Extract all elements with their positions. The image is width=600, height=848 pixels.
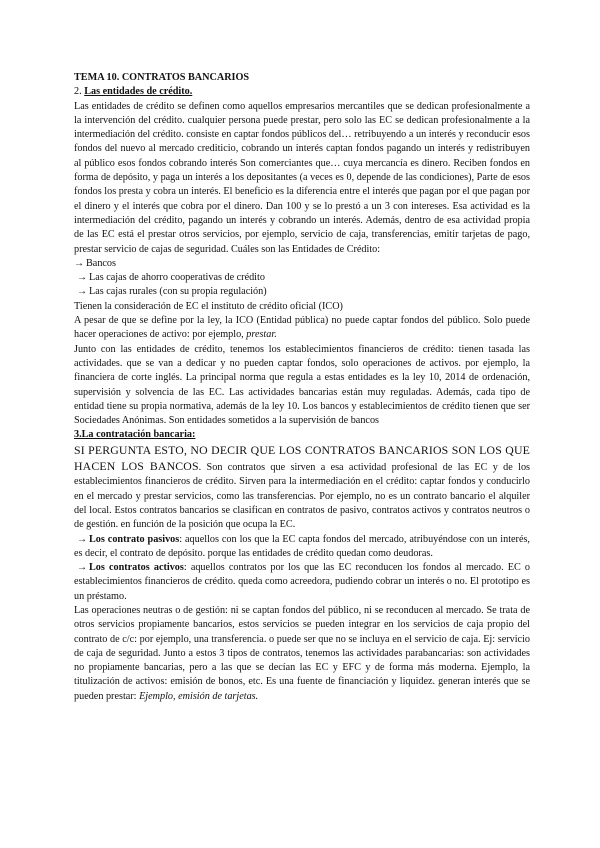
paragraph-ico: Tienen la consideración de EC el instituto de crédito oficial (ICO)	[74, 300, 343, 312]
arrow-icon: →	[74, 257, 85, 269]
section-2-title: Las entidades de crédito.	[84, 86, 193, 98]
paragraph-contratos-bancarios: SI PERGUNTA ESTO, NO DECIR QUE LOS CONTRATOS BANCARIOS SON LOS QUE HACEN LOS BANCOS. Son contratos que sirven a esa actividad profesional de las EC y de los establecimientos financieros de crédito. Sirven para la intermediación en el crédito: captar fondos y conducirlo en el mercado y prestar servicios, como las transferencias. Por ejemplo, no es un contrato bancario el alquiler del local. Estos contratos bancarios se clasifican en contratos de pasivo, contratos activos y contratos neutros o de gestión. en función de la posición que ocupa la EC.	[74, 442, 531, 531]
list-item-cajas-ahorro: → Las cajas de ahorro cooperativas de crédito	[74, 271, 530, 285]
paragraph-ico-detail: A pesar de que se define por la ley, la ICO (Entidad pública) no puede captar fondos del público. Solo puede hacer operaciones de activo: por ejemplo, prestar.	[74, 315, 530, 341]
arrow-icon: →	[77, 533, 88, 545]
arrow-icon: →	[77, 272, 88, 284]
paragraph-operaciones-neutras: Las operaciones neutras o de gestión: ni se captan fondos del público, ni se reconducen al mercado. Se trata de otros servicios propiamente bancarios, estos servicios se pueden integrar en los servicios de caja propio del contrato de c/c: por ejemplo, una transferencia. o puede ser que no se incluya en el servicio de caja. Ej: servicio de caja de seguridad. Junto a estos 3 tipos de contratos, tenemos las actividades parabancarias: son actividades no propiamente bancarias, pero a las que se decían las EC y EFC y de forma más moderna. Ejemplo, la titulización de activos: emisión de bonos, etc. Es una fuente de financiación y liquidez. generan interés que se pueden prestar: Ejemplo, emisión de tarjetas.	[74, 604, 530, 702]
section-2-heading	[74, 85, 530, 99]
exam-note: SI PERGUNTA ESTO, NO DECIR QUE LOS CONTRATOS BANCARIOS SON LOS QUE HACEN LOS BANCOS	[74, 442, 530, 474]
document-page	[74, 71, 530, 704]
paragraph-entidades-credito: Las entidades de crédito se definen como aquellos empresarios mercantiles que se dedican profesionalmente a la intervención del crédito. cualquier persona puede prestar, pero solo las EC se dedican profesionalmente a la intermediación del crédito. consiste en captar fondos públicos del… retribuyendo a un interés y reconducir esos fondos del nuevo al mercado crediticio, cobrando un interés captan fondos pagando un interés y redistribuyen al público esos fondos cobrando interés Son comerciantes que… cuya mercancía es dinero. Reciben fondos en forma de depósito, y paga un interés a los depositantes (a veces es 0, depende de las condiciones), Parte de esos fondos los presta y cobra un interés. El beneficio es la diferencia entre el interés que pagan por el que pagan por el dinero y el interés que cobra por el dinero. Dan 100 y se lo prestó a un 3 con intereses. Esa actividad es la intermediación del crédito, pagando un interés y cobrando un interés. Además, dentro de esa actividad propia de las EC está el prestar otros servicios, por ejemplo, servicio de caja, transferencias, emitir tarjetas de pago, prestar servicio de cajas de seguridad. Cuáles son las Entidades de Crédito:	[74, 100, 530, 255]
paragraph-establecimientos: Junto con las entidades de crédito, tenemos los establecimientos financieros de crédito: tienen tasada las actividades. que se van a dedicar y no pueden captar fondos, solo operaciones de activos. por ejemplo, la financiera de corte inglés. La principal norma que regula a estas entidades es la ley 10, 2014 de ordenación, supervisión y solvencia de las EC. Las actividades bancarias están muy reguladas. Además, cada tipo de entidad tiene su propia normativa, además de la ley 10. Los bancos y establecimientos de crédito tienen que ser Sociedades Anónimas. Son entidades sometidos a la supervisión de bancos	[74, 343, 530, 427]
paragraph-contratos-activos: → Los contratos activos: aquellos contratos por los que las EC reconducen los fondos al mercado. EC o establecimientos financieros de crédito. queda como acreedora, pudiendo cobrar un interés o no. El prototipo es un préstamo.	[74, 562, 530, 602]
paragraph-contratos-pasivos: → Los contrato pasivos: aquellos con los que la EC capta fondos del mercado, atribuyéndose con un interés, es decir, el contrato de depósito. porque las entidades de crédito quedan como deudoras.	[74, 533, 530, 559]
document-title: TEMA 10. CONTRATOS BANCARIOS	[74, 72, 250, 83]
arrow-icon: →	[77, 562, 88, 574]
list-item-cajas-rurales: → Las cajas rurales (con su propia regulación)	[74, 285, 530, 299]
section-3-heading: 3.La contratación bancaria:	[74, 429, 196, 441]
section-2-number: 2.	[74, 86, 85, 98]
arrow-icon: →	[77, 286, 88, 298]
list-item-bancos: → Bancos	[74, 257, 530, 271]
